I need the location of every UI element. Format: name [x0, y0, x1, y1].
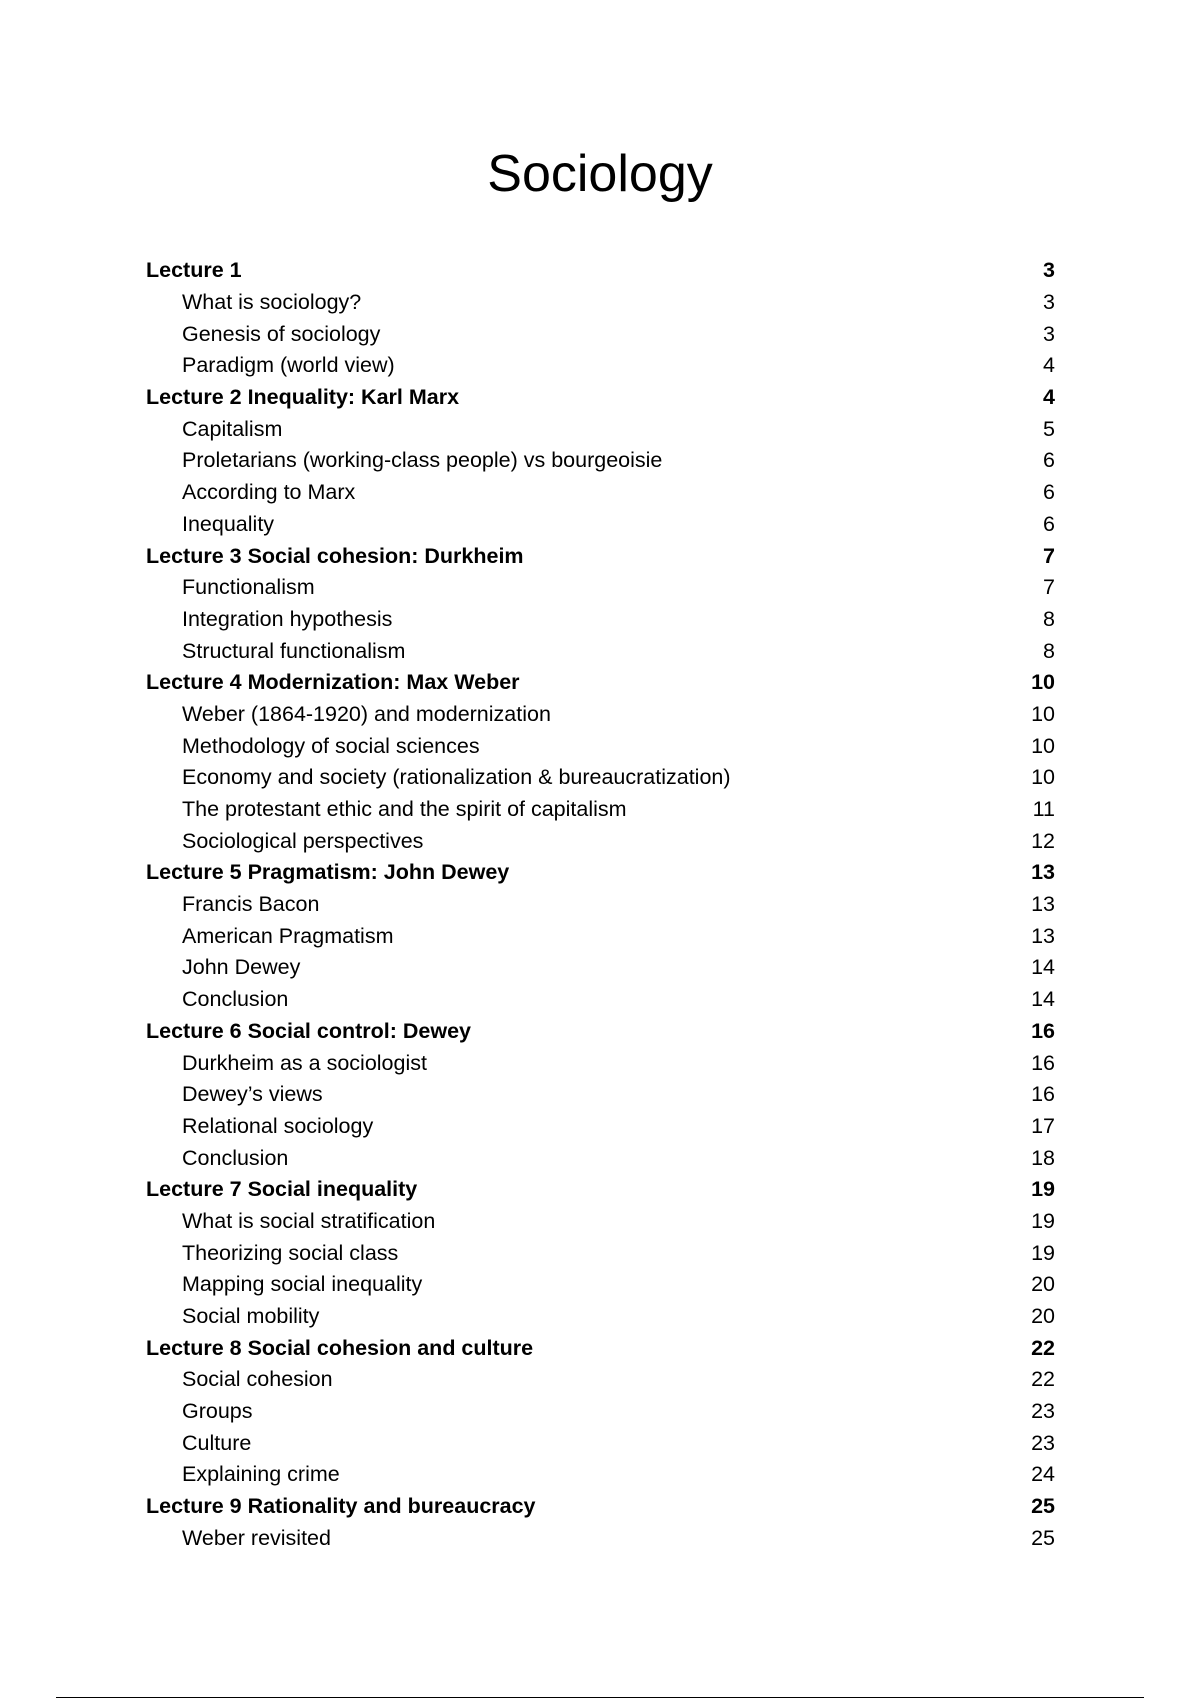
toc-section-entry[interactable]	[146, 1237, 1055, 1269]
toc-page-number: 4	[1043, 353, 1055, 378]
toc-section-entry[interactable]	[146, 984, 1055, 1016]
toc-section-entry[interactable]	[146, 920, 1055, 952]
toc-section-entry[interactable]	[146, 794, 1055, 826]
toc-entry-label: American Pragmatism	[182, 923, 394, 948]
toc-page-number: 8	[1043, 638, 1055, 663]
toc-entry-label: Social cohesion	[182, 1367, 333, 1392]
toc-entry-label: Relational sociology	[182, 1113, 374, 1138]
toc-entry-label: John Dewey	[182, 955, 301, 980]
toc-page-number: 6	[1043, 480, 1055, 505]
toc-page-number: 22	[1031, 1335, 1055, 1360]
toc-section-entry[interactable]	[146, 762, 1055, 794]
toc-section-entry[interactable]	[146, 1047, 1055, 1079]
toc-lecture-entry[interactable]	[146, 255, 1055, 287]
toc-page-number: 4	[1043, 385, 1055, 410]
toc-section-entry[interactable]	[146, 889, 1055, 921]
toc-entry-label: Explaining crime	[182, 1462, 340, 1487]
toc-lecture-entry[interactable]	[146, 1491, 1055, 1523]
toc-entry-label: Weber revisited	[182, 1525, 331, 1550]
toc-lecture-entry[interactable]	[146, 1332, 1055, 1364]
toc-page-number: 24	[1031, 1462, 1055, 1487]
toc-entry-label: According to Marx	[182, 480, 356, 505]
toc-page-number: 19	[1031, 1208, 1055, 1233]
toc-section-entry[interactable]	[146, 635, 1055, 667]
toc-entry-label: Sociological perspectives	[182, 828, 424, 853]
toc-entry-label: Functionalism	[182, 575, 315, 600]
toc-page-number: 3	[1043, 258, 1055, 283]
toc-entry-label: Lecture 2 Inequality: Karl Marx	[146, 385, 460, 410]
toc-entry-label: Lecture 3 Social cohesion: Durkheim	[146, 543, 524, 568]
toc-page-number: 3	[1043, 321, 1055, 346]
toc-entry-label: Lecture 5 Pragmatism: John Dewey	[146, 860, 510, 885]
toc-page-number: 25	[1031, 1494, 1055, 1519]
toc-section-entry[interactable]	[146, 287, 1055, 319]
toc-section-entry[interactable]	[146, 699, 1055, 731]
toc-entry-label: Integration hypothesis	[182, 606, 393, 631]
toc-entry-label: Lecture 9 Rationality and bureaucracy	[146, 1494, 536, 1519]
toc-section-entry[interactable]	[146, 1206, 1055, 1238]
toc-page-number: 14	[1031, 955, 1055, 980]
toc-entry-label: What is social stratification	[182, 1208, 436, 1233]
toc-entry-label: Lecture 1	[146, 258, 242, 283]
toc-page-number: 18	[1031, 1145, 1055, 1170]
toc-page-number: 10	[1031, 670, 1055, 695]
toc-lecture-entry[interactable]	[146, 667, 1055, 699]
toc-page-number: 10	[1031, 733, 1055, 758]
toc-entry-label: Economy and society (rationalization & bureaucratization)	[182, 765, 731, 790]
toc-entry-label: Durkheim as a sociologist	[182, 1050, 427, 1075]
toc-section-entry[interactable]	[146, 1079, 1055, 1111]
toc-entry-label: Mapping social inequality	[182, 1272, 423, 1297]
toc-section-entry[interactable]	[146, 509, 1055, 541]
toc-entry-label: Social mobility	[182, 1304, 320, 1329]
toc-section-entry[interactable]	[146, 1111, 1055, 1143]
toc-page-number: 6	[1043, 448, 1055, 473]
toc-section-entry[interactable]	[146, 825, 1055, 857]
toc-page-number: 16	[1031, 1050, 1055, 1075]
toc-section-entry[interactable]	[146, 477, 1055, 509]
toc-section-entry[interactable]	[146, 730, 1055, 762]
toc-entry-label: Culture	[182, 1430, 252, 1455]
toc-section-entry[interactable]	[146, 1142, 1055, 1174]
toc-page-number: 3	[1043, 290, 1055, 315]
toc-section-entry[interactable]	[146, 1459, 1055, 1491]
toc-lecture-entry[interactable]	[146, 857, 1055, 889]
toc-section-entry[interactable]	[146, 1523, 1055, 1555]
toc-page-number: 8	[1043, 606, 1055, 631]
toc-entry-label: Paradigm (world view)	[182, 353, 395, 378]
toc-entry-label: Conclusion	[182, 987, 289, 1012]
toc-entry-label: Weber (1864-1920) and modernization	[182, 701, 551, 726]
toc-entry-label: Methodology of social sciences	[182, 733, 480, 758]
toc-page-number: 11	[1032, 797, 1055, 822]
toc-page-number: 16	[1031, 1082, 1055, 1107]
toc-section-entry[interactable]	[146, 350, 1055, 382]
toc-page-number: 13	[1031, 923, 1055, 948]
toc-section-entry[interactable]	[146, 413, 1055, 445]
toc-entry-label: Lecture 6 Social control: Dewey	[146, 1018, 471, 1043]
toc-page-number: 13	[1031, 892, 1055, 917]
toc-page-number: 14	[1031, 987, 1055, 1012]
toc-page-number: 10	[1031, 765, 1055, 790]
toc-page-number: 5	[1043, 416, 1055, 441]
toc-lecture-entry[interactable]	[146, 1174, 1055, 1206]
toc-page-number: 20	[1031, 1272, 1055, 1297]
document-title: Sociology	[487, 145, 713, 203]
toc-entry-label: Proletarians (working-class people) vs bourgeoisie	[182, 448, 663, 473]
toc-entry-label: Conclusion	[182, 1145, 289, 1170]
toc-section-entry[interactable]	[146, 1269, 1055, 1301]
toc-section-entry[interactable]	[146, 1301, 1055, 1333]
toc-page-number: 23	[1031, 1430, 1055, 1455]
toc-page-number: 16	[1031, 1018, 1055, 1043]
toc-page-number: 10	[1031, 701, 1055, 726]
toc-entry-label: What is sociology?	[182, 290, 362, 315]
toc-page-number: 20	[1031, 1304, 1055, 1329]
toc-lecture-entry[interactable]	[146, 540, 1055, 572]
toc-lecture-entry[interactable]	[146, 1016, 1055, 1048]
toc-page-number: 12	[1031, 828, 1055, 853]
toc-page-number: 17	[1031, 1113, 1055, 1138]
table-of-contents	[146, 255, 1055, 1554]
toc-entry-label: Groups	[182, 1399, 253, 1424]
toc-entry-label: Lecture 8 Social cohesion and culture	[146, 1335, 534, 1360]
toc-section-entry[interactable]	[146, 1396, 1055, 1428]
toc-section-entry[interactable]	[146, 1427, 1055, 1459]
toc-page-number: 13	[1031, 860, 1055, 885]
toc-section-entry[interactable]	[146, 1364, 1055, 1396]
toc-entry-label: Theorizing social class	[182, 1240, 399, 1265]
toc-entry-label: Lecture 4 Modernization: Max Weber	[146, 670, 520, 695]
toc-section-entry[interactable]	[146, 604, 1055, 636]
toc-page-number: 7	[1043, 543, 1055, 568]
toc-page-number: 25	[1031, 1525, 1055, 1550]
footer-divider	[56, 1697, 1144, 1698]
toc-section-entry[interactable]	[146, 572, 1055, 604]
toc-entry-label: Dewey’s views	[182, 1082, 323, 1107]
toc-section-entry[interactable]	[146, 952, 1055, 984]
toc-entry-label: The protestant ethic and the spirit of capitalism	[182, 797, 627, 822]
toc-section-entry[interactable]	[146, 318, 1055, 350]
toc-entry-label: Lecture 7 Social inequality	[146, 1177, 418, 1202]
toc-entry-label: Francis Bacon	[182, 892, 320, 917]
toc-page-number: 19	[1031, 1177, 1055, 1202]
toc-page-number: 22	[1031, 1367, 1055, 1392]
toc-lecture-entry[interactable]	[146, 382, 1055, 414]
toc-page-number: 6	[1043, 511, 1055, 536]
toc-page-number: 19	[1031, 1240, 1055, 1265]
toc-entry-label: Capitalism	[182, 416, 283, 441]
toc-page-number: 7	[1043, 575, 1055, 600]
toc-entry-label: Genesis of sociology	[182, 321, 381, 346]
toc-page-number: 23	[1031, 1399, 1055, 1424]
toc-entry-label: Structural functionalism	[182, 638, 406, 663]
toc-entry-label: Inequality	[182, 511, 275, 536]
toc-section-entry[interactable]	[146, 445, 1055, 477]
